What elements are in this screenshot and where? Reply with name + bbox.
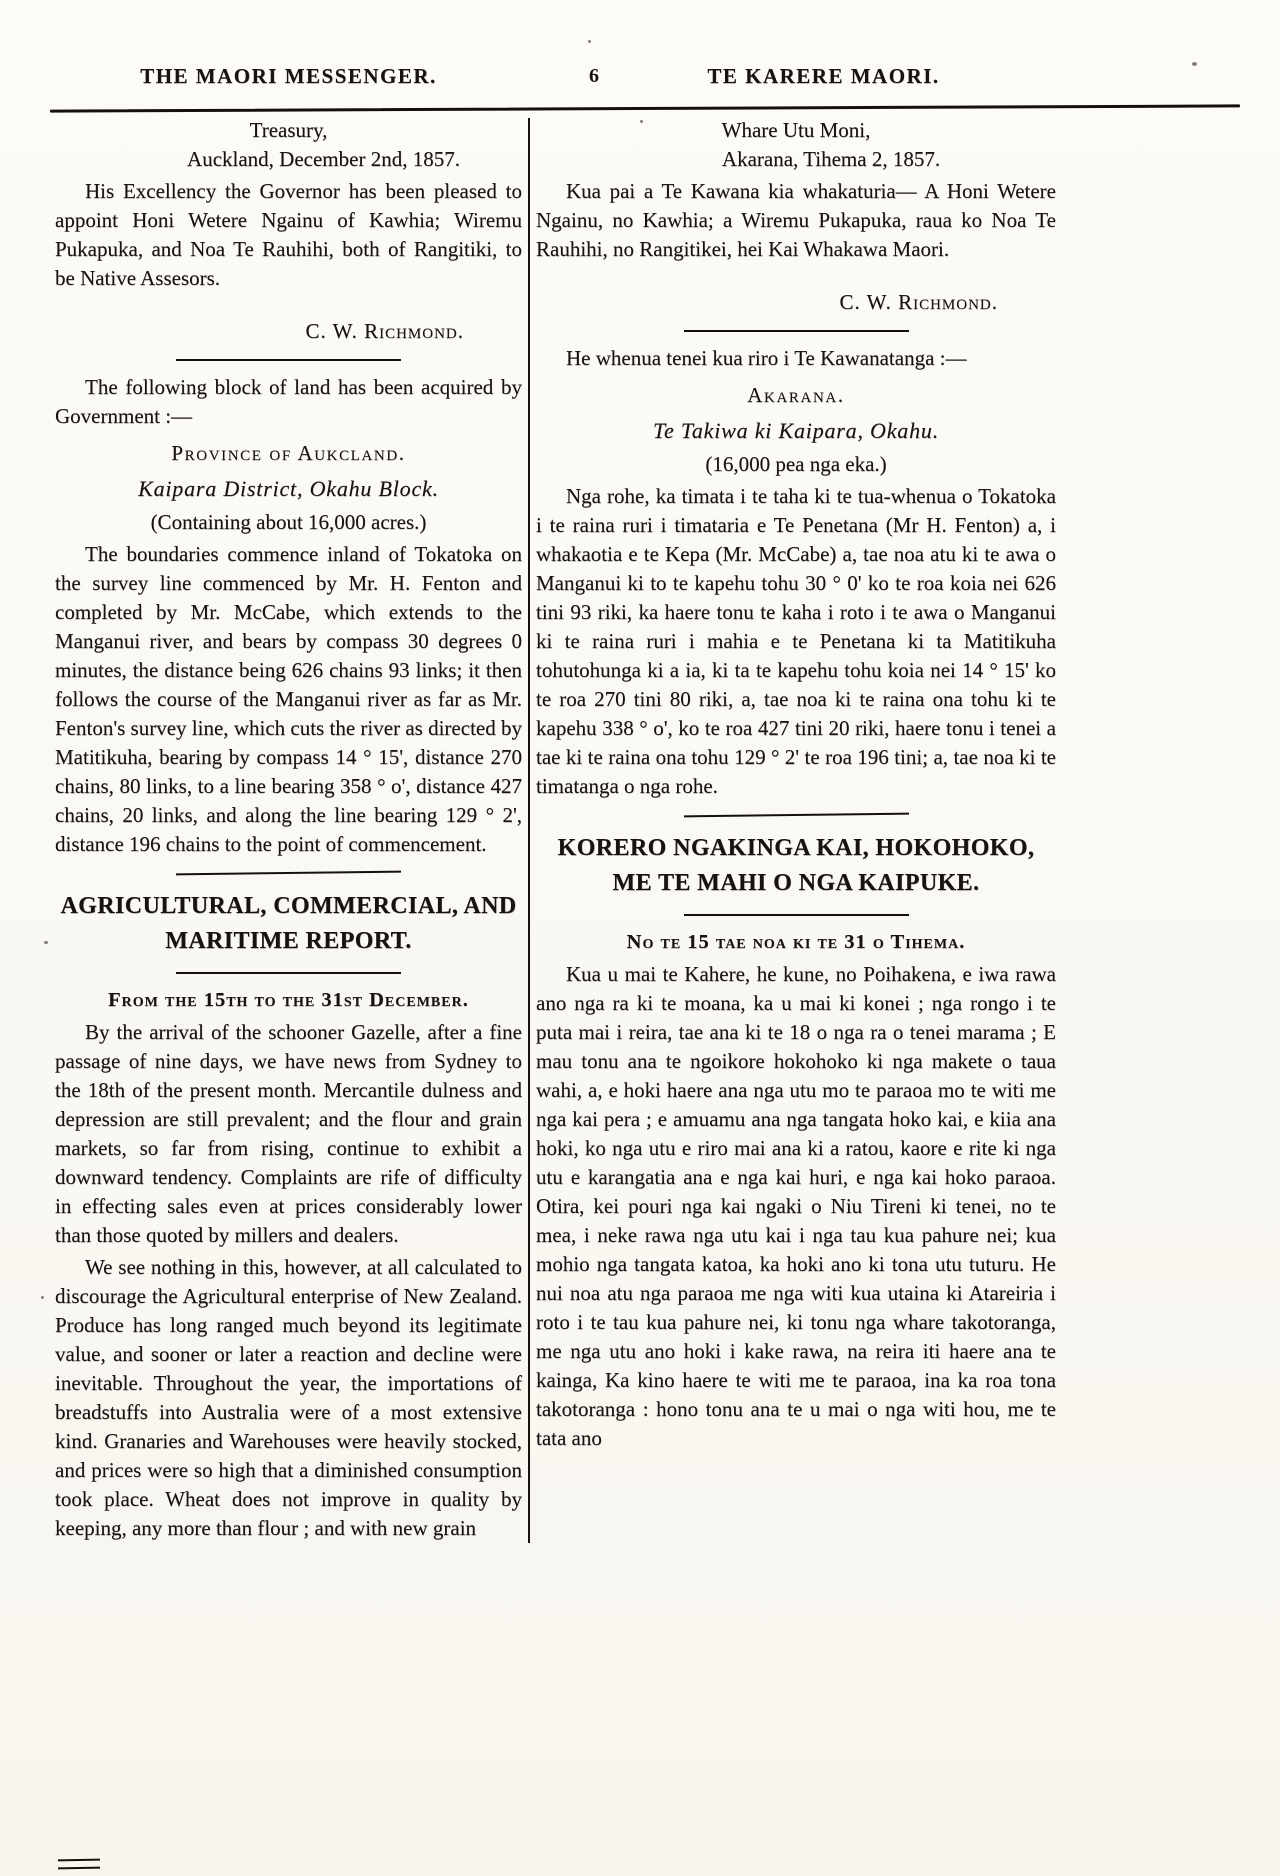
maori-column [536,116,1056,1543]
masthead-maori-title: TE KARERE MAORI. [707,64,940,88]
scan-speck [41,1296,44,1299]
signature-richmond-english: C. W. Richmond. [305,319,464,343]
scan-speck [588,40,591,43]
province-heading: Province of Aukcland. [171,441,406,465]
report-paragraph-1-maori: Kua u mai te Kahere, he kune, no Poihakena, e iwa rawa ano nga ra ki te moana, ka u mai ki konei ; nga rongo i te puta mai i reira, tae ana ki te 18 o nga ra o tenei marama ; E mau tonu ana te ngoikore hokohoko ki nga makete o taua wahi, a, e hoki haere ana nga utu mo te paraoa mo te witi me nga kai pera ; e amuamu ana nga tangata hoko kai, e kiia ana hoki, ko nga utu e riro mai ana ki a ratou, kaore e rite ki nga utu e karangatia ana e nga kai huri, e nga kai hoko paraoa. Otira, kei pouri nga kai ngaki o Niu Tireni ki tenei, no te mea, i neke rawa nga utu kai i nga tau kua pahure nei; kua mohio nga tangata katoa, ka hoki ano ki tona utu tuturu. He nui noa atu nga paraoa me nga witi kua utaina ki Atareiria i roto i te tau kua pahure nei, ki tonu nga whare takotoranga, me nga utu ano hoki i kake rawa, na reira iti haere ana te kainga, Ka kino haere te witi me te paraoa, ina ka roa tona takotoranga : hono tonu ana te u mai o nga witi hou, me te tata ano [536,962,1056,1450]
english-column [55,116,522,1543]
land-acquired-intro-english: The following block of land has been acquired by Government :— [55,375,522,428]
report-period-english: From the 15th to the 31st December. [108,989,469,1011]
land-acquired-intro-maori: He whenua tenei kua riro i Te Kawanatanga :— [566,346,967,370]
acreage-line-maori: (16,000 pea nga eka.) [705,452,887,476]
report-period-maori: No te 15 tae noa ki te 31 o Tihema. [626,931,966,953]
section-divider [176,871,401,876]
korero-ngakinga-heading: KORERO NGAKINGA KAI, HOKOHOKO, ME TE MAHI O NGA KAIPUKE. [557,835,1035,896]
whare-utu-moni-dateline-date: Akarana, Tihema 2, 1857. [721,147,941,171]
district-heading-english: Kaipara District, Okahu Block. [138,476,439,501]
treasury-dateline-place: Treasury, [249,118,328,142]
appointment-paragraph-english: His Excellency the Governor has been pleased to appoint Honi Wetere Ngainu of Kawhia; Wiremu Pukapuka, and Noa Te Rauhihi, both of Rangitiki, to be Native Assesors. [55,179,522,290]
masthead-rule [50,104,1240,112]
boundaries-paragraph-english: The boundaries commence inland of Tokatoka on the survey line commenced by Mr. H. Fenton and completed by Mr. McCabe, which extends to the Manganui river, and bears by compass 30 degrees 0 minutes, the distance being 626 chains 93 links; it then follows the course of the Manganui river as far as Mr. Fenton's survey line, which cuts the river as directed by Matitikuha, bearing by compass 14 ° 15', distance 270 chains, 80 links, to a line bearing 358 ° o', distance 427 chains, 20 links, and along the line bearing 129 ° 2', distance 196 chains to the point of commencement. [55,542,522,856]
section-divider [684,914,909,916]
section-divider [176,972,401,974]
two-column-layout [55,116,1056,1543]
scan-speck [44,941,48,944]
agricultural-report-heading: AGRICULTURAL, COMMERCIAL, AND MARITIME REPORT. [60,893,517,954]
signature-richmond-maori: C. W. Richmond. [839,290,998,314]
page-number: 6 [589,65,599,87]
scan-speck [640,120,643,123]
scan-artifact-corner-mark [58,1859,100,1870]
section-divider [176,359,401,361]
appointment-paragraph-maori: Kua pai a Te Kawana kia whakaturia— A Honi Wetere Ngainu, no Kawhia; a Wiremu Pukapuka, raua ko Noa Te Rauhihi, no Rangitikei, hei Kai Whakawa Maori. [536,179,1056,261]
district-heading-maori: Te Takiwa ki Kaipara, Okahu. [652,418,940,443]
column-divider-rule [528,118,531,1543]
report-paragraph-1-english: By the arrival of the schooner Gazelle, after a fine passage of nine days, we have news from Sydney to the 18th of the present month. Mercantile dulness and depression are still prevalent; and the flour and grain markets, so far from rising, continue to exhibit a downward tendency. Complaints are rife of difficulty in effecting sales even at prices considerably lower than those quoted by millers and dealers. [55,1020,522,1247]
section-divider [683,813,908,818]
boundaries-paragraph-maori: Nga rohe, ka timata i te taha ki te tua-whenua o Tokatoka i te raina ruri i timataria e Te Penetana (Mr H. Fenton) a, i whakaotia e te Kepa (Mr. McCabe) a, tae noa atu ki te awa o Manganui ki to te kapehu tohu 30 ° 0' ko te roa koia nei 626 tini 93 riki, ka haere tonu te kaha i roto i te awa o Manganui ki te raina ruri i mahia e te Penetana ki ta Matitikuha tohutohunga ki a ia, ki ta te kapehu tohu koia nei 14 ° 15' ko te roa 270 tini 80 riki, a, tae noa ki te raina ona tohu ki te kapehu 338 ° o', ko te roa 427 tini 20 riki, haere tonu i tenei a tae ki te raina ona tohu 129 ° 2' te roa 196 tini; a, tae noa ki te timatanga o nga rohe. [536,484,1056,798]
treasury-dateline-date: Auckland, December 2nd, 1857. [187,147,460,171]
section-divider [684,330,909,332]
akarana-heading: Akarana. [747,383,845,407]
report-paragraph-2-english: We see nothing in this, however, at all calculated to discourage the Agricultural enterprise of New Zealand. Produce has long ranged much beyond its legitimate value, and sooner or later a reaction and decline were inevitable. Throughout the year, the importations of breadstuffs into Australia were of a most extensive kind. Granaries and Warehouses were heavily stocked, and prices were so high that a diminished consumption took place. Wheat does not improve in quality by keeping, any more than flour ; and with new grain [55,1255,522,1540]
masthead [55,64,1056,98]
whare-utu-moni-dateline-place: Whare Utu Moni, [721,118,871,142]
masthead-english-title: THE MAORI MESSENGER. [140,64,437,88]
scan-speck [1192,62,1197,66]
acreage-line-english: (Containing about 16,000 acres.) [150,510,427,534]
